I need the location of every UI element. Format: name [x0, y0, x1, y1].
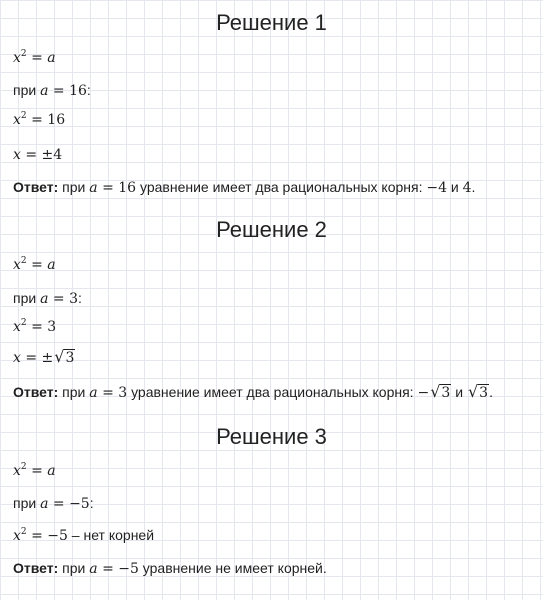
- answer-op: =: [97, 385, 119, 401]
- condition-op: =: [48, 83, 70, 99]
- condition-op: =: [48, 291, 70, 307]
- condition-prefix: при: [13, 82, 41, 98]
- substituted-power: 2: [20, 527, 27, 537]
- solution-2-answer: [13, 382, 493, 403]
- answer-text: при: [58, 384, 90, 400]
- answer-conjunction: и: [451, 384, 467, 400]
- answer-var: a: [89, 561, 98, 577]
- radical-sign-icon: √: [54, 347, 65, 366]
- answer-op: =: [97, 561, 119, 577]
- answer-conjunction: и: [447, 179, 463, 195]
- answer-text: уравнение имеет два рациональных корня:: [127, 384, 418, 400]
- square-root: [53, 347, 75, 368]
- condition-prefix: при: [13, 495, 41, 511]
- answer-period: .: [471, 179, 476, 195]
- equation-var: x: [13, 257, 21, 273]
- solution-1-condition: [13, 80, 91, 101]
- equation-power: 2: [20, 49, 27, 59]
- condition-value: −5: [69, 496, 90, 512]
- answer-label: Ответ:: [13, 384, 59, 400]
- result-var: x: [13, 147, 21, 163]
- equation-rhs: a: [47, 257, 56, 273]
- condition-value: 16: [69, 83, 87, 99]
- result-value: 4: [53, 147, 63, 163]
- radical-sign-icon: √: [430, 382, 441, 401]
- answer-op: =: [97, 180, 119, 196]
- answer-var: a: [89, 180, 98, 196]
- solution-2-result: [13, 347, 75, 368]
- radicand: 3: [479, 385, 489, 401]
- answer-root-2: 4: [462, 180, 472, 196]
- solution-2-condition: [13, 288, 82, 309]
- answer-text: уравнение не имеет корней.: [138, 560, 327, 576]
- square-root: [467, 382, 489, 403]
- condition-op: =: [48, 496, 70, 512]
- condition-value: 3: [69, 291, 78, 307]
- answer-minus-sign: −: [417, 385, 430, 401]
- solution-3-title: Решение 3: [216, 424, 327, 449]
- answer-text: при: [58, 560, 90, 576]
- substituted-op: =: [26, 528, 48, 544]
- equation-power: 2: [20, 256, 27, 266]
- equation-var: x: [13, 463, 21, 479]
- radical-sign-icon: √: [467, 382, 479, 401]
- solution-1-result: [13, 145, 62, 165]
- equation-var: x: [13, 50, 21, 66]
- substituted-op: =: [26, 112, 48, 128]
- result-var: x: [13, 350, 21, 366]
- solution-3-substituted: [13, 525, 154, 546]
- equation-rhs: a: [47, 463, 56, 479]
- substituted-op: =: [26, 319, 48, 335]
- answer-var: a: [89, 385, 98, 401]
- plus-minus-sign: ±: [41, 147, 54, 163]
- solution-3-condition: [13, 493, 94, 514]
- solution-1-answer: [13, 177, 475, 198]
- solution-2-substituted: [13, 317, 56, 337]
- no-roots-note: – нет корней: [67, 527, 155, 543]
- condition-var: a: [40, 291, 49, 307]
- substituted-var: x: [13, 112, 21, 128]
- answer-text: уравнение имеет два рациональных корня:: [136, 179, 427, 195]
- square-root: [429, 382, 451, 403]
- condition-var: a: [40, 496, 49, 512]
- solution-1-title: Решение 1: [216, 10, 327, 35]
- condition-suffix: :: [86, 82, 91, 98]
- solution-2-title: Решение 2: [216, 217, 327, 242]
- substituted-var: x: [13, 528, 21, 544]
- radicand: 3: [65, 350, 75, 366]
- condition-prefix: при: [13, 290, 41, 306]
- substituted-var: x: [13, 319, 21, 335]
- plus-minus-sign: ±: [41, 350, 54, 366]
- substituted-value: −5: [47, 528, 68, 544]
- condition-var: a: [40, 83, 49, 99]
- answer-value: 3: [118, 385, 128, 401]
- radicand: 3: [441, 385, 451, 401]
- solution-1-substituted: [13, 110, 65, 130]
- solution-3-equation: $x^2 = a$: [13, 462, 56, 479]
- substituted-value: 16: [47, 112, 66, 128]
- answer-root-1: −4: [426, 180, 448, 196]
- answer-text: при: [58, 179, 90, 195]
- answer-label: Ответ:: [13, 560, 59, 576]
- solution-3-answer: [13, 558, 327, 579]
- condition-suffix: :: [89, 495, 94, 511]
- substituted-power: 2: [20, 111, 27, 121]
- answer-value: −5: [118, 561, 139, 577]
- answer-value: 16: [118, 180, 137, 196]
- substituted-value: 3: [47, 319, 57, 335]
- answer-period: .: [489, 384, 493, 400]
- equation-rhs: a: [47, 50, 56, 66]
- result-op: =: [20, 350, 42, 366]
- substituted-power: 2: [20, 318, 27, 328]
- answer-label: Ответ:: [13, 179, 59, 195]
- equation-power: 2: [20, 462, 27, 472]
- solution-2-equation: $x^2 = a$: [13, 256, 56, 273]
- condition-suffix: :: [78, 290, 82, 306]
- solution-1-equation: $x^2 = a$: [13, 49, 56, 66]
- result-op: =: [20, 147, 42, 163]
